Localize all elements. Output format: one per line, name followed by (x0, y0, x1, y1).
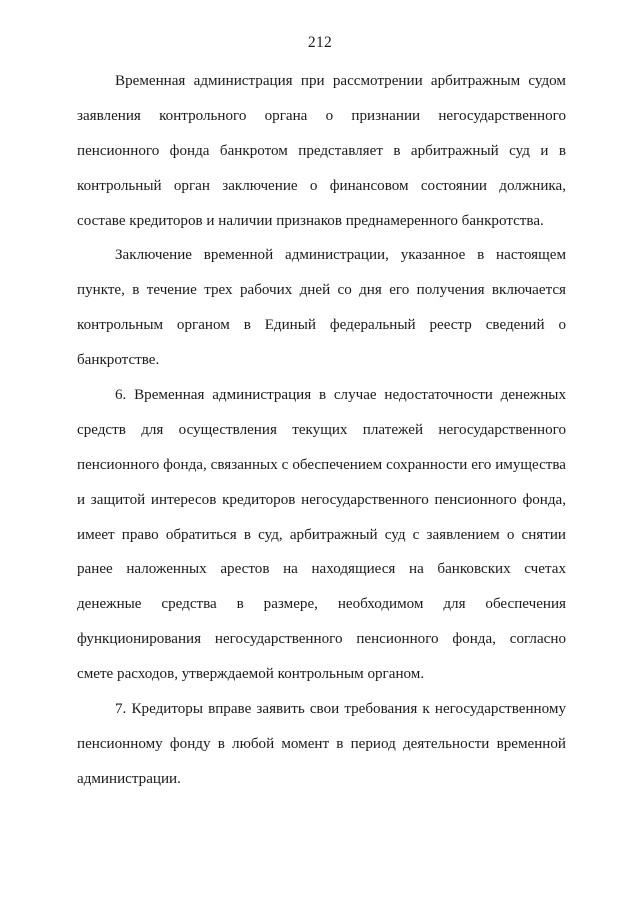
text-line: Временная администрация при рассмотрении арбитражным судом (115, 73, 566, 89)
text-line: администрации. (77, 770, 181, 787)
text-line: 7. Кредиторы вправе заявить свои требования к негосударственному (115, 701, 566, 718)
paragraph-temporary-administration-report (77, 64, 566, 238)
page-number: 212 (307, 34, 333, 51)
text-line: смете расходов, утверждаемой контрольным органом. (77, 666, 425, 683)
text-line: функционирования негосударственного пенсионного фонда, согласно (77, 631, 566, 648)
paragraph-item-7 (77, 692, 566, 797)
text-line: 6. Временная администрация в случае недостаточности денежных (115, 387, 566, 404)
text-line: банкротстве. (77, 352, 160, 369)
text-line: пенсионного фонда банкротом представляет в арбитражный суд и в (77, 142, 566, 159)
paragraph-conclusion-registry (77, 238, 566, 378)
text-line: заявления контрольного органа о признании негосударственного (77, 107, 566, 124)
text-line: пенсионного фонда, связанных с обеспечением сохранности его имущества (77, 456, 566, 473)
text-line: ранее наложенных арестов на находящиеся на банковских счетах (77, 561, 566, 578)
text-line: пенсионному фонду в любой момент в период деятельности временной (77, 735, 566, 752)
text-line: пункте, в течение трех рабочих дней со дня его получения включается (77, 282, 566, 299)
text-line: Заключение временной администрации, указанное в настоящем (115, 247, 566, 264)
text-line: контрольным органом в Единый федеральный реестр сведений о (77, 317, 566, 334)
text-line: контрольный орган заключение о финансовом состоянии должника, (77, 177, 566, 194)
text-line: и защитой интересов кредиторов негосударственного пенсионного фонда, (77, 491, 566, 508)
text-line: составе кредиторов и наличии признаков преднамеренного банкротства. (77, 212, 544, 229)
paragraph-item-6 (77, 378, 566, 692)
document-body (77, 64, 566, 797)
text-line: средств для осуществления текущих платежей негосударственного (77, 421, 566, 438)
text-line: денежные средства в размере, необходимом для обеспечения (77, 596, 566, 613)
text-line: имеет право обратиться в суд, арбитражный суд с заявлением о снятии (77, 526, 566, 543)
